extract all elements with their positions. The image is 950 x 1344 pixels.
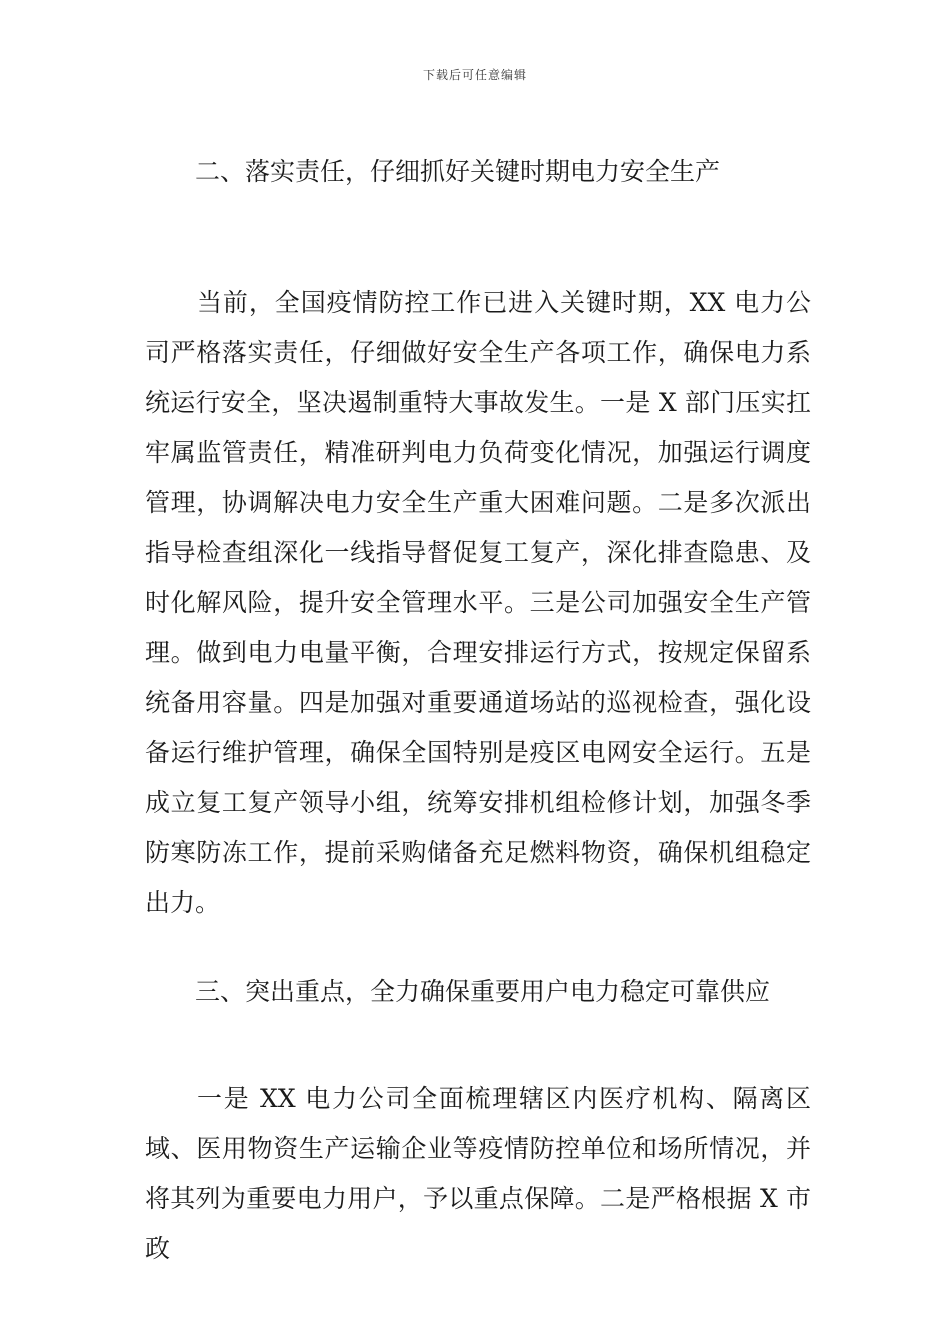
- section-paragraph: 一是 XX 电力公司全面梳理辖区内医疗机构、隔离区域、医用物资生产运输企业等疫情防控单位和场所情况，并将其列为重要电力用户，予以重点保障。二是严格根据 X 市政: [145, 1084, 811, 1263]
- section-paragraph: 当前，全国疫情防控工作已进入关键时期，XX 电力公司严格落实责任，仔细做好安全生产各项工作，确保电力系统运行安全，坚决遏制重特大事故发生。一是 X 部门压实扛牢属监管责任，精准研判电力负荷变化情况，加强运行调度管理，协调解决电力安全生产重大困难问题。二是多次派出指导检查组深化一线指导督促复工复产，深化排查隐患、及时化解风险，提升安全管理水平。三是公司加强安全生产管理。做到电力电量平衡，合理安排运行方式，按规定保留系统备用容量。四是加强对重要通道场站的巡视检查，强化设备运行维护管理，确保全国特别是疫区电网安全运行。五是成立复工复产领导小组，统筹安排机组检修计划，加强冬季防寒防冻工作，提前采购储备充足燃料物资，确保机组稳定出力。: [145, 288, 811, 917]
- section-heading: 三、突出重点，全力确保重要用户电力稳定可靠供应: [195, 977, 771, 1006]
- page-header: 下载后可任意编辑: [422, 68, 527, 82]
- section-heading: 二、落实责任，仔细抓好关键时期电力安全生产: [195, 157, 721, 186]
